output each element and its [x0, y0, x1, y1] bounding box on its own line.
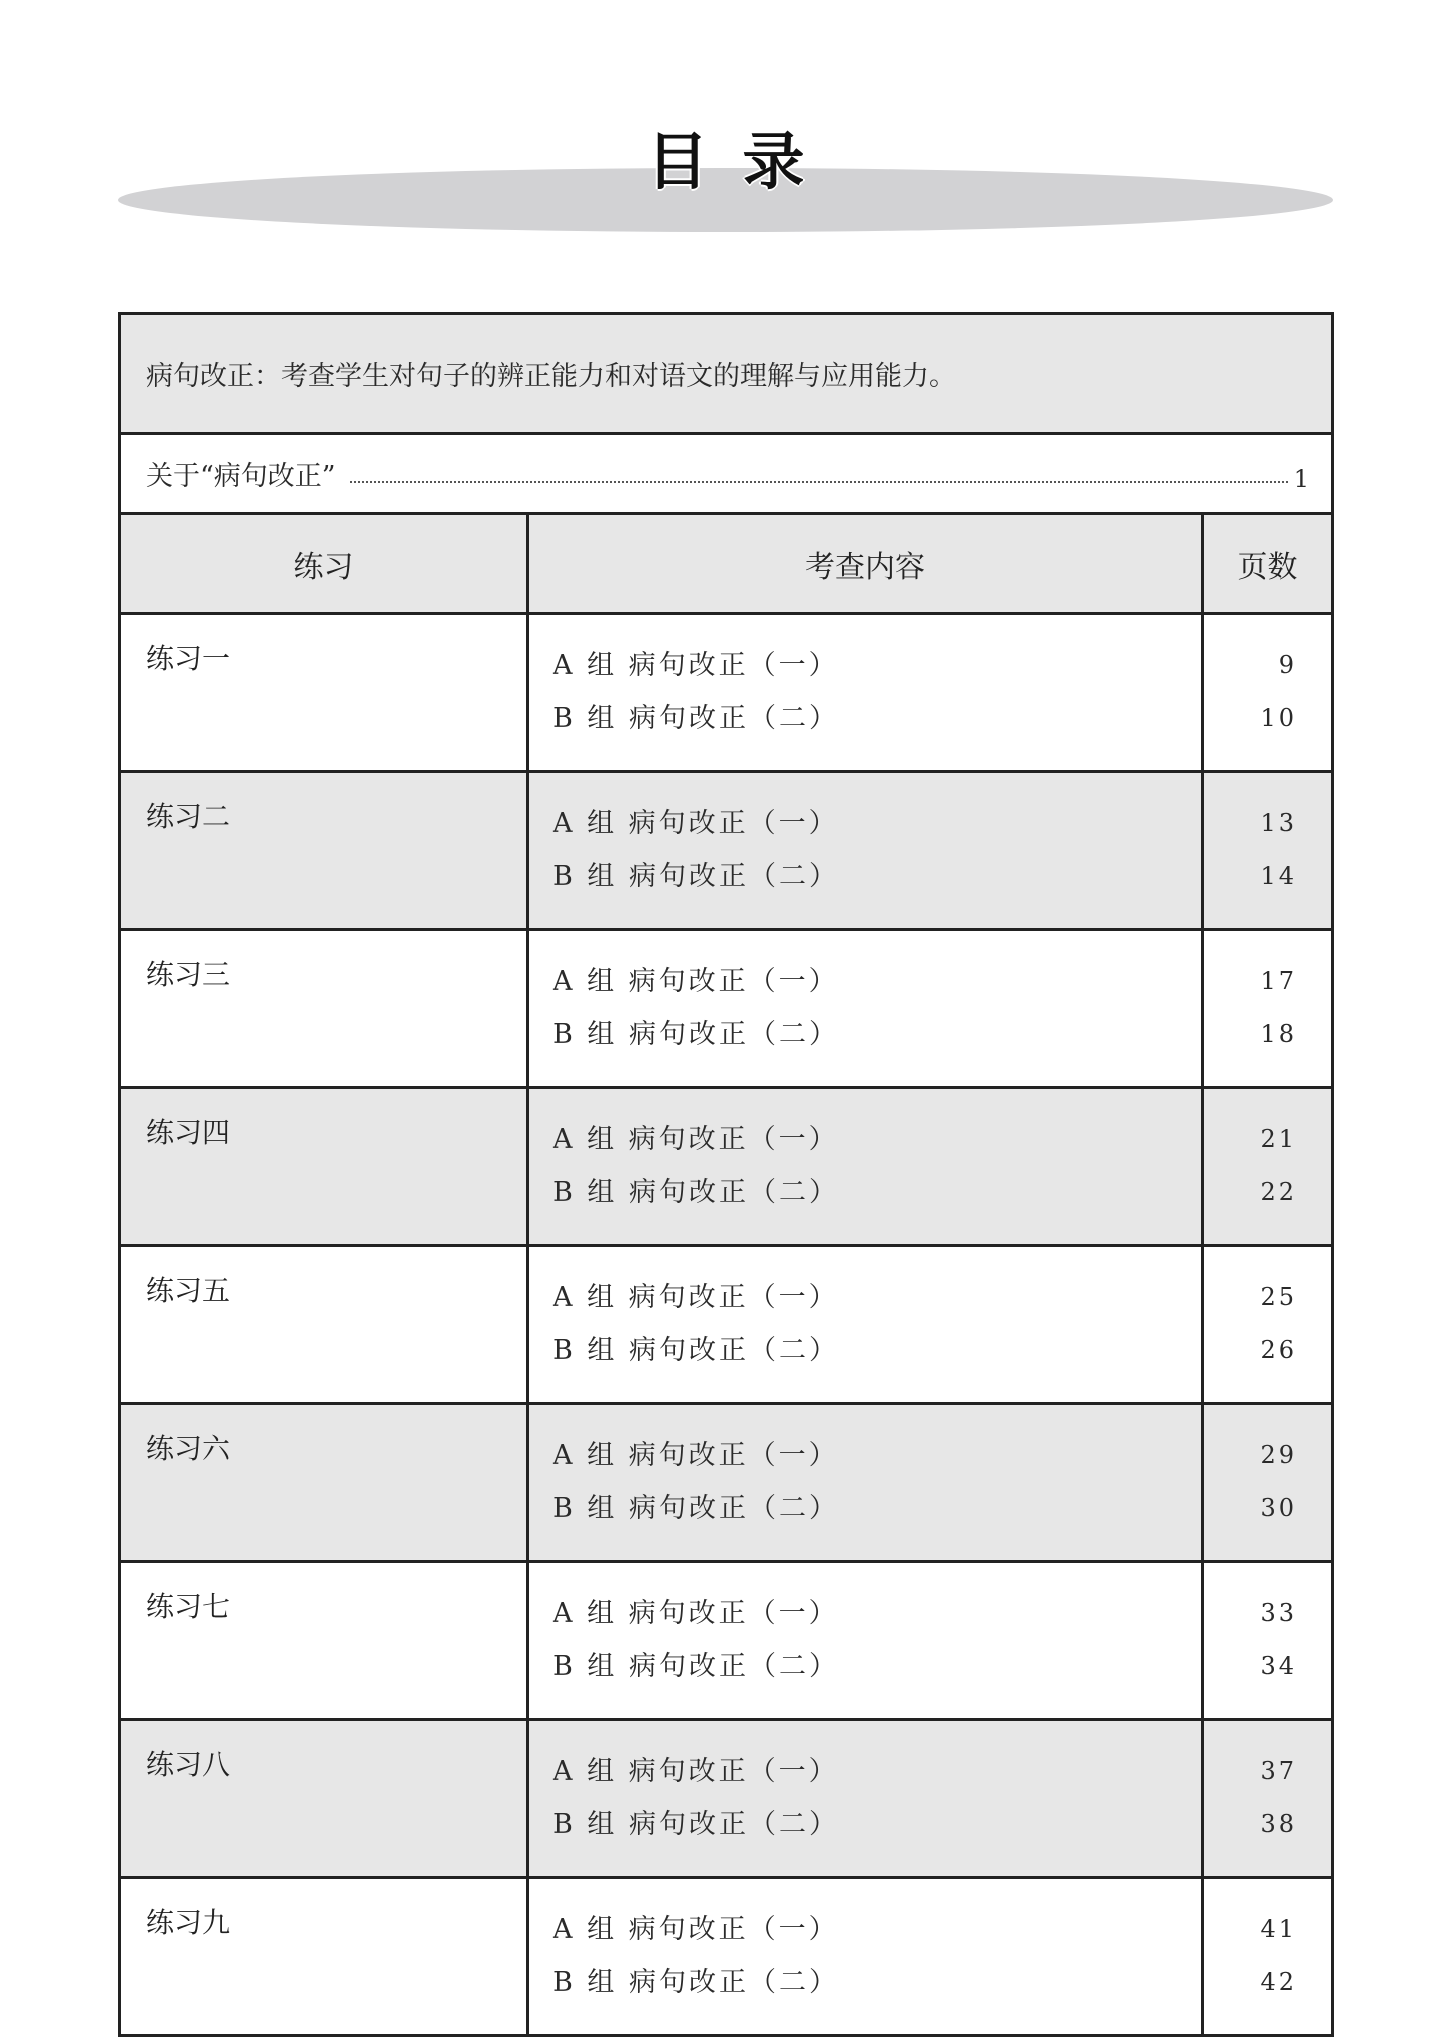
- exercise-pages: [1203, 772, 1333, 930]
- intro-row: [120, 314, 1333, 434]
- exercise-name[interactable]: 练习三: [120, 930, 528, 1088]
- content-item-a[interactable]: A 组 病句改正（一）: [553, 1282, 839, 1313]
- page-title: 目录: [646, 125, 839, 198]
- exercise-name[interactable]: 练习八: [120, 1720, 528, 1878]
- header-exercise: 练习: [120, 514, 528, 614]
- page-number-a: 9: [1278, 651, 1297, 679]
- about-page-number: 1: [1293, 465, 1309, 493]
- exercise-content: [528, 930, 1203, 1088]
- content-item-a[interactable]: A 组 病句改正（一）: [553, 1124, 839, 1155]
- table-row[interactable]: [120, 930, 1333, 1088]
- content-item-b[interactable]: B 组 病句改正（二）: [553, 1651, 840, 1682]
- exercise-content: [528, 1562, 1203, 1720]
- exercise-pages: [1203, 930, 1333, 1088]
- exercise-name[interactable]: 练习五: [120, 1246, 528, 1404]
- exercise-name[interactable]: 练习四: [120, 1088, 528, 1246]
- intro-text: 病句改正：考查学生对句子的辨正能力和对语文的理解与应用能力。: [120, 314, 1333, 434]
- title-banner: [118, 120, 1333, 240]
- page-number-b: 42: [1260, 1968, 1297, 1996]
- exercise-content: [528, 1246, 1203, 1404]
- exercise-name[interactable]: 练习二: [120, 772, 528, 930]
- page-number-b: 14: [1260, 862, 1297, 890]
- page-number-b: 18: [1260, 1020, 1297, 1048]
- exercise-name[interactable]: 练习九: [120, 1878, 528, 2036]
- page-number-b: 34: [1260, 1652, 1297, 1680]
- content-item-b[interactable]: B 组 病句改正（二）: [553, 1809, 840, 1840]
- table-row[interactable]: [120, 1562, 1333, 1720]
- exercise-name[interactable]: 练习七: [120, 1562, 528, 1720]
- table-row[interactable]: [120, 614, 1333, 772]
- exercise-pages: [1203, 1246, 1333, 1404]
- exercise-pages: [1203, 1720, 1333, 1878]
- content-item-a[interactable]: A 组 病句改正（一）: [553, 966, 839, 997]
- exercise-pages: [1203, 1404, 1333, 1562]
- about-row[interactable]: [120, 434, 1333, 514]
- content-item-a[interactable]: A 组 病句改正（一）: [553, 1598, 839, 1629]
- page-number-a: 17: [1260, 967, 1297, 995]
- table-header-row: [120, 514, 1333, 614]
- header-content: 考查内容: [528, 514, 1203, 614]
- content-item-a[interactable]: A 组 病句改正（一）: [553, 1440, 839, 1471]
- content-item-b[interactable]: B 组 病句改正（二）: [553, 1335, 840, 1366]
- page-number-a: 13: [1260, 809, 1297, 837]
- exercise-pages: [1203, 614, 1333, 772]
- table-row[interactable]: [120, 772, 1333, 930]
- exercise-content: [528, 1088, 1203, 1246]
- content-item-b[interactable]: B 组 病句改正（二）: [553, 861, 840, 892]
- about-label[interactable]: 关于“病句改正”: [146, 461, 336, 492]
- content-item-b[interactable]: B 组 病句改正（二）: [553, 1019, 840, 1050]
- page-number-b: 38: [1260, 1810, 1297, 1838]
- exercise-content: [528, 772, 1203, 930]
- content-item-a[interactable]: A 组 病句改正（一）: [553, 650, 839, 681]
- content-item-b[interactable]: B 组 病句改正（二）: [553, 1967, 840, 1998]
- page-number-a: 41: [1260, 1915, 1297, 1943]
- exercise-pages: [1203, 1878, 1333, 2036]
- content-item-b[interactable]: B 组 病句改正（二）: [553, 703, 840, 734]
- page-number-b: 22: [1260, 1178, 1297, 1206]
- table-row[interactable]: [120, 1404, 1333, 1562]
- exercise-content: [528, 614, 1203, 772]
- dot-leader: [350, 481, 1288, 483]
- exercise-content: [528, 1878, 1203, 2036]
- content-item-a[interactable]: A 组 病句改正（一）: [553, 1756, 839, 1787]
- page-number-b: 30: [1260, 1494, 1297, 1522]
- page-number-a: 37: [1260, 1757, 1297, 1785]
- exercise-content: [528, 1404, 1203, 1562]
- page-number-a: 25: [1260, 1283, 1297, 1311]
- page-number-b: 10: [1260, 704, 1297, 732]
- exercise-pages: [1203, 1088, 1333, 1246]
- page-number-a: 33: [1260, 1599, 1297, 1627]
- header-pages: 页数: [1203, 514, 1333, 614]
- content-item-a[interactable]: A 组 病句改正（一）: [553, 1914, 839, 1945]
- exercise-content: [528, 1720, 1203, 1878]
- exercise-name[interactable]: 练习六: [120, 1404, 528, 1562]
- table-row[interactable]: [120, 1720, 1333, 1878]
- page-number-a: 21: [1260, 1125, 1297, 1153]
- content-item-b[interactable]: B 组 病句改正（二）: [553, 1493, 840, 1524]
- page-number-a: 29: [1260, 1441, 1297, 1469]
- table-row[interactable]: [120, 1878, 1333, 2036]
- exercise-name[interactable]: 练习一: [120, 614, 528, 772]
- page-number-b: 26: [1260, 1336, 1297, 1364]
- content-item-b[interactable]: B 组 病句改正（二）: [553, 1177, 840, 1208]
- table-row[interactable]: [120, 1246, 1333, 1404]
- table-row[interactable]: [120, 1088, 1333, 1246]
- toc-table: [118, 312, 1334, 2037]
- content-item-a[interactable]: A 组 病句改正（一）: [553, 808, 839, 839]
- exercise-pages: [1203, 1562, 1333, 1720]
